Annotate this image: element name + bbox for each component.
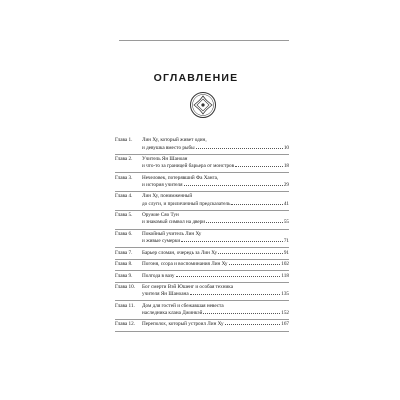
chapter-label: Глава 2. (115, 156, 133, 162)
page-number: 102 (281, 261, 289, 268)
chapter-label: Глава 1. (115, 137, 133, 144)
toc-entry[interactable] (115, 211, 289, 230)
chapter-title-line1: Полгода в вазу (142, 272, 175, 279)
toc-entry[interactable] (115, 248, 289, 260)
page-number: 29 (283, 181, 289, 188)
toc-entry[interactable] (115, 230, 289, 249)
chapter-title-line1: Переполох, который устроил Лин Ху (142, 321, 224, 328)
page-number: 41 (283, 200, 289, 207)
toc-entry[interactable] (115, 301, 289, 320)
toc-entry[interactable] (115, 283, 289, 302)
chapter-title-line2: до слуги, и приличичный предсказатель (142, 200, 231, 207)
chapter-label: Глава 3. (115, 174, 133, 181)
chapter-label: Глава 11. (115, 302, 135, 309)
chapter-title-line1: Покойный учитель Лин Ху (142, 230, 202, 237)
toc-entry[interactable] (115, 260, 289, 272)
toc-entry[interactable] (115, 192, 289, 211)
leader-dots (235, 166, 283, 167)
chapter-title-line1: Лин Ху, понимженный (142, 193, 193, 200)
chapter-label: Глава 7. (115, 249, 133, 256)
ornament-icon (189, 91, 217, 119)
leader-dots (184, 185, 283, 186)
chapter-title-line1: Барьер сломан, очередь за Лин Ху (142, 249, 218, 256)
chapter-label: Глава 12. (115, 321, 135, 328)
page-number: 152 (281, 309, 289, 316)
toc-entry[interactable] (115, 320, 289, 332)
page-number: 167 (281, 321, 289, 328)
toc-entry[interactable] (115, 271, 289, 283)
chapter-title-line2: наследника клана Джинкэй (142, 309, 203, 316)
chapter-title-line1: Нечеловек, потерявший Фа Ханга, (142, 174, 219, 181)
chapter-title-line2: и что-то за границей барьера от монстров (142, 163, 235, 170)
page-number: 18 (283, 163, 289, 170)
chapter-title-line2: и история учителя (142, 181, 183, 188)
leader-dots (231, 204, 282, 205)
chapter-label: Глава 6. (115, 230, 133, 237)
chapter-title-line2: учителя Ян Шаноана (142, 291, 189, 298)
page-number: 55 (283, 219, 289, 226)
toc-entry[interactable] (115, 155, 289, 174)
toc-list (115, 136, 289, 332)
chapter-title-line1: Бог смерти Вэй Юшенг и особая техника (142, 284, 234, 291)
chapter-title-line1: Учитель Ян Шаноан (142, 156, 188, 162)
toc-entry[interactable] (115, 173, 289, 192)
chapter-label: Глава 8. (115, 261, 133, 268)
chapter-title-line1: Лин Ху, который живет один, (142, 137, 207, 144)
leader-dots (176, 276, 281, 277)
book-page (95, 0, 297, 400)
chapter-title-line2: и живые сумерки (142, 238, 181, 245)
leader-dots (203, 313, 280, 314)
chapter-title-line1: Оружие Сяо Тун (142, 212, 179, 219)
leader-dots (225, 324, 281, 325)
leader-dots (229, 264, 281, 265)
chapter-title-line2: и девушка вместо рыбы (142, 144, 195, 151)
page-number: 91 (283, 249, 289, 256)
chapter-label: Глава 5. (115, 212, 133, 219)
toc-title: ОГЛАВЛЕНИЕ (153, 72, 239, 84)
chapter-label: Глава 4. (115, 193, 133, 200)
leader-dots (218, 253, 283, 254)
page-number: 118 (281, 272, 289, 279)
leader-dots (206, 222, 283, 223)
chapter-title-line1: Погоня, ссора и воспоминания Лин Ху (142, 261, 228, 268)
chapter-label: Глава 10. (115, 284, 135, 291)
page-number: 135 (281, 291, 289, 298)
chapter-title-line2: и знакомый символ на двери (142, 219, 206, 226)
page-number: 71 (283, 238, 289, 245)
leader-dots (190, 294, 281, 295)
page-number: 10 (283, 144, 289, 151)
top-rule (119, 40, 289, 41)
leader-dots (181, 241, 283, 242)
leader-dots (196, 148, 283, 149)
chapter-label: Глава 9. (115, 272, 133, 279)
chapter-title-line1: Дом для гостей и сбежавшая невеста (142, 302, 224, 309)
toc-entry[interactable] (115, 136, 289, 155)
